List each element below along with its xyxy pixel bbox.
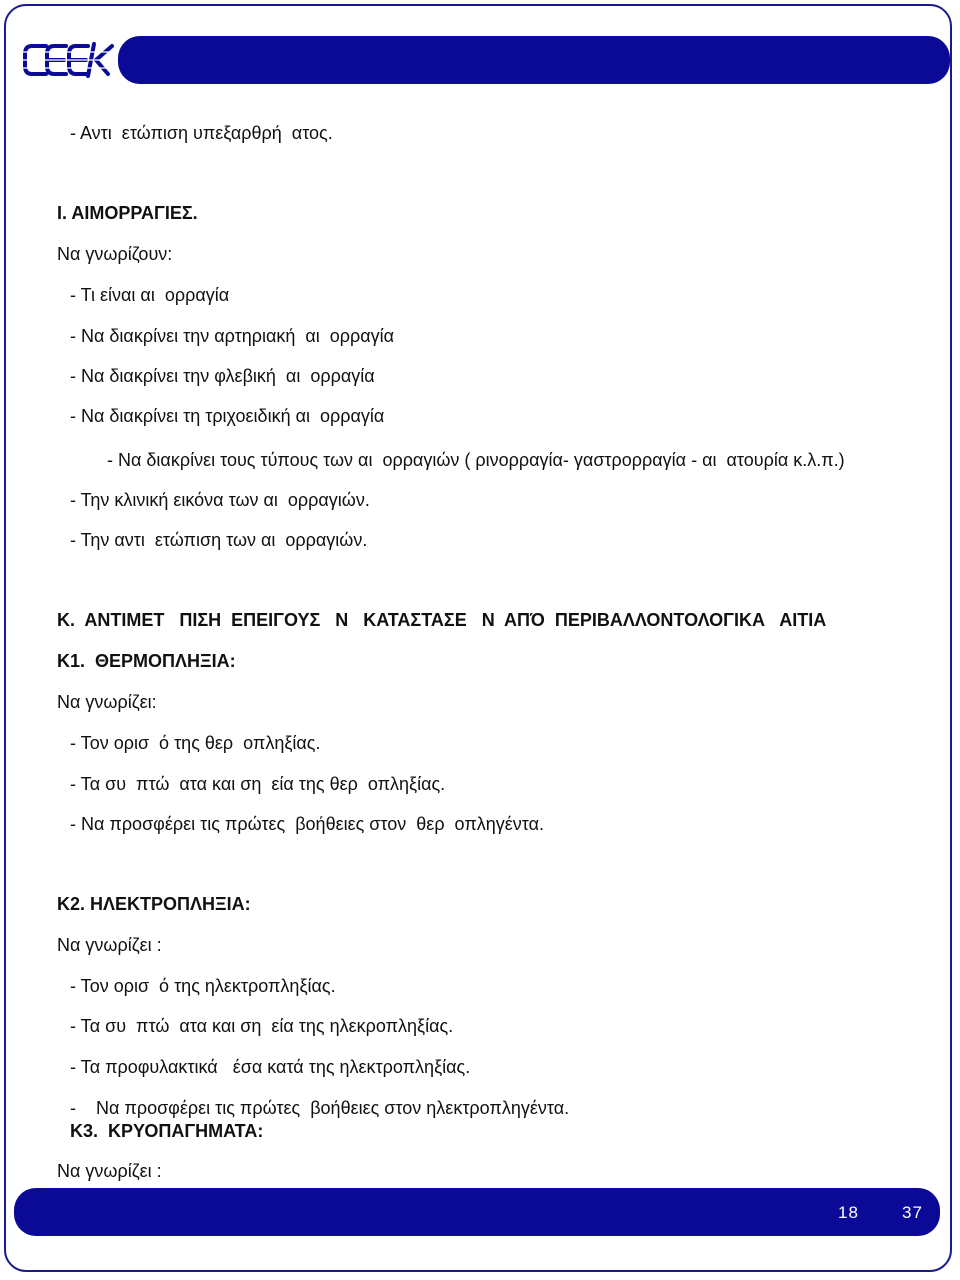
text-line: - Τα συ πτώ ατα και ση εία της ηλεκροπληξίας. [70,1016,454,1036]
section-heading: Κ3. ΚΡΥΟΠΑΓΗΜΑΤΑ: [70,1121,264,1141]
text-line: Να γνωρίζει : [57,935,162,955]
text-line: - Τον ορισ ό της ηλεκτροπληξίας. [70,976,336,996]
text-line: - Τα προφυλακτικά έσα κατά της ηλεκτροπληξίας. [70,1057,471,1077]
text-line: - Την αντι ετώπιση των αι ορραγιών. [70,530,368,550]
text-line: - Να προσφέρει τις πρώτες βοήθειες στον ηλεκτροπληγέντα. [70,1098,570,1118]
section-heading: Κ1. ΘΕΡΜΟΠΛΗΞΙΑ: [57,651,236,671]
text-line: - Να διακρίνει την αρτηριακή αι ορραγία [70,326,395,346]
text-line: - Την κλινική εικόνα των αι ορραγιών. [70,490,370,510]
text-line: - Να προσφέρει τις πρώτες βοήθειες στον θερ οπληγέντα. [70,814,545,834]
page-total: 37 [902,1203,923,1222]
text-line: - Τα συ πτώ ατα και ση εία της θερ οπληξίας. [70,774,446,794]
section-heading: Κ2. ΗΛΕΚΤΡΟΠΛΗΞΙΑ: [57,894,251,914]
ceek-logo [22,40,114,80]
text-line: - Να διακρίνει τους τύπους των αι ορραγιών ( ρινορραγία- γαστρορραγία - αι ατουρία κ.λ.π.) [107,450,845,470]
text-line: - Τι είναι αι ορραγία [70,285,230,305]
header-bar [118,36,950,84]
text-line: - Να διακρίνει τη τριχοειδική αι ορραγία [70,406,385,426]
page-number: 18 [838,1203,859,1222]
footer-bar [14,1188,940,1236]
text-line: Να γνωρίζει : [57,1161,162,1181]
text-line: - Αντι ετώπιση υπεξαρθρή ατος. [70,123,333,143]
text-line: Να γνωρίζει: [57,692,157,712]
text-line: Να γνωρίζουν: [57,244,173,264]
text-line: - Να διακρίνει την φλεβική αι ορραγία [70,366,375,386]
section-heading: Κ. ΑΝΤΙΜΕΤ ΠΙΣΗ ΕΠΕΙΓΟΥΣ Ν ΚΑΤΑΣΤΑΣΕ Ν ΑΠΌ ΠΕΡΙΒΑΛΛΟΝΤΟΛΟΓΙΚΑ ΑΙΤΙΑ [57,610,827,630]
text-line: - Τον ορισ ό της θερ οπληξίας. [70,733,321,753]
section-heading: Ι. ΑΙΜΟΡΡΑΓΙΕΣ. [57,203,198,223]
page-frame [4,4,952,1272]
